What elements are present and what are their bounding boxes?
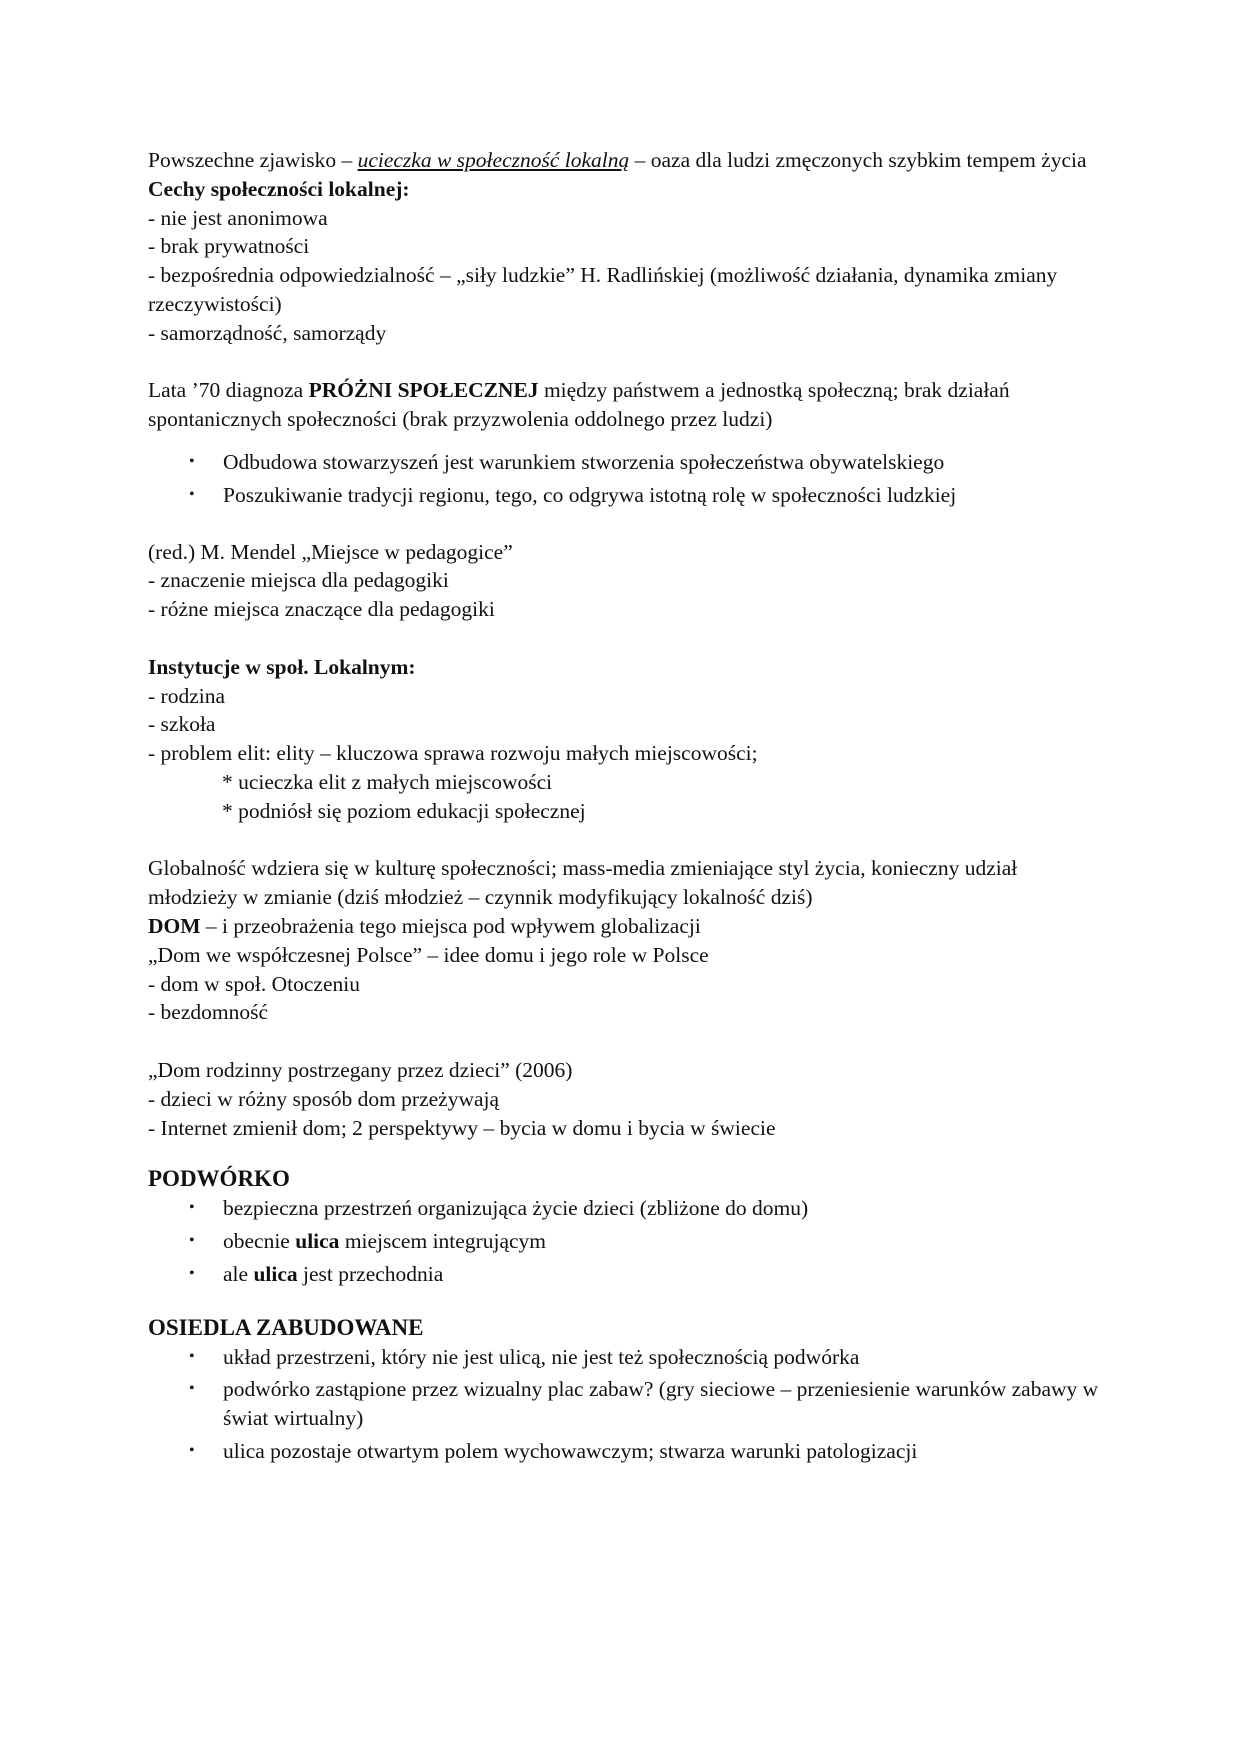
bullet-icon: • [189,1347,195,1365]
cechy-item-2: - brak prywatności [148,234,310,259]
podworko-bullet-3-bold: ulica [253,1261,298,1286]
globalnosc-paragraph: Globalność wdziera się w kulturę społeczności; mass-media zmieniające styl życia, konieczny udział młodzieży w zmianie (dziś młodzież – czynnik modyfikujący lokalność dziś) [148,856,1018,910]
dom-item-1: „Dom we współczesnej Polsce” – idee domu i jego role w Polsce [148,942,709,967]
lata70-bullet-2: Poszukiwanie tradycji regionu, tego, co odgrywa istotną rolę w społeczności ludzkiej [223,482,957,507]
osiedla-bullets [148,1343,1108,1466]
instytucje-subitem-1: * ucieczka elit z małych miejscowości [222,769,553,794]
podworko-bullet-3-post: jest przechodnia [297,1261,444,1286]
dom-item-3: - bezdomność [148,1000,269,1025]
document-page [148,146,1108,1470]
dom-bold: DOM [148,913,201,938]
podworko-bullet-3-pre: ale [223,1261,254,1286]
lata70-pre: Lata ’70 diagnoza [148,378,309,403]
mendel-item-2: - różne miejsca znaczące dla pedagogiki [148,597,495,622]
lata70-bullets [148,448,1108,510]
lata70-bold: PRÓŻNI SPOŁECZNEJ [308,378,539,403]
podworko-bullet-2-post: miejscem integrującym [339,1229,547,1254]
bullet-icon: • [189,485,195,503]
intro-emphasis: ucieczka w społeczność lokalną [357,148,630,172]
cechy-heading: Cechy społeczności lokalnej: [148,176,410,201]
instytucje-subitem-2: * podniósł się poziom edukacji społecznej [222,798,586,823]
list-item [148,1343,1108,1372]
bullet-icon: • [189,1380,195,1398]
podworko-bullet-2-pre: obecnie [223,1229,296,1254]
bullet-icon: • [189,1232,195,1250]
list-item [148,481,1108,510]
cechy-item-1: - nie jest anonimowa [148,205,328,230]
dom-item-2: - dom w społ. Otoczeniu [148,971,360,996]
mendel-title: (red.) M. Mendel „Miejsce w pedagogice” [148,539,513,564]
podworko-bullets [148,1194,1108,1288]
dom-rodzinny-section [148,1056,1108,1142]
instytucje-heading: Instytucje w społ. Lokalnym: [148,654,416,679]
mendel-section [148,538,1108,624]
intro-post: – oaza dla ludzi zmęczonych szybkim tempem życia [629,148,1087,172]
dom-rodzinny-title: „Dom rodzinny postrzegany przez dzieci” (2006) [148,1057,573,1082]
list-item [148,1260,1108,1289]
dom-section [148,912,1108,1027]
osiedla-heading: OSIEDLA ZABUDOWANE [148,1314,424,1340]
intro-paragraph [148,146,1108,175]
list-item [148,1227,1108,1256]
lata70-paragraph [148,376,1108,434]
podworko-bullet-1: bezpieczna przestrzeń organizująca życie dzieci (zbliżone do domu) [223,1196,809,1221]
podworko-heading: PODWÓRKO [148,1166,290,1192]
list-item [148,448,1108,477]
bullet-icon: • [189,1442,195,1460]
bullet-icon: • [189,1199,195,1217]
list-item [148,1194,1108,1223]
lata70-bullet-1: Odbudowa stowarzyszeń jest warunkiem stworzenia społeczeństwa obywatelskiego [223,449,945,474]
dom-rodzinny-item-2: - Internet zmienił dom; 2 perspektywy – bycia w domu i bycia w świecie [148,1115,776,1140]
osiedla-bullet-1: układ przestrzeni, który nie jest ulicą, nie jest też społecznością podwórka [223,1344,860,1369]
podworko-bullet-2-bold: ulica [295,1229,340,1254]
bullet-icon: • [189,1264,195,1282]
instytucje-item-2: - szkoła [148,712,216,737]
intro-pre: Powszechne zjawisko – [148,148,358,172]
osiedla-bullet-3: ulica pozostaje otwartym polem wychowawczym; stwarza warunki patologizacji [223,1439,918,1464]
dom-post: – i przeobrażenia tego miejsca pod wpływem globalizacji [200,913,701,938]
list-item [148,1437,1108,1466]
bullet-icon: • [189,452,195,470]
mendel-item-1: - znaczenie miejsca dla pedagogiki [148,568,449,593]
list-item [148,1375,1108,1433]
dom-heading-line [148,912,1108,941]
osiedla-bullet-2: podwórko zastąpione przez wizualny plac zabaw? (gry sieciowe – przeniesienie warunków zabawy w świat wirtualny) [223,1377,1099,1431]
instytucje-item-1: - rodzina [148,683,226,708]
instytucje-section [148,653,1108,826]
instytucje-item-3: - problem elit: elity – kluczowa sprawa rozwoju małych miejscowości; [148,741,758,766]
cechy-item-3: - bezpośrednia odpowiedzialność – „siły ludzkie” H. Radlińskiej (możliwość działania, dynamika zmiany rzeczywistości) [148,263,1058,316]
dom-rodzinny-item-1: - dzieci w różny sposób dom przeżywają [148,1086,500,1111]
lata70-post: między państwem a jednostką społeczną; brak działań spontanicznych społeczności (brak przyzwolenia oddolnego przez ludzi) [148,378,1010,432]
cechy-item-4: - samorządność, samorządy [148,320,387,345]
cechy-section [148,175,1108,348]
